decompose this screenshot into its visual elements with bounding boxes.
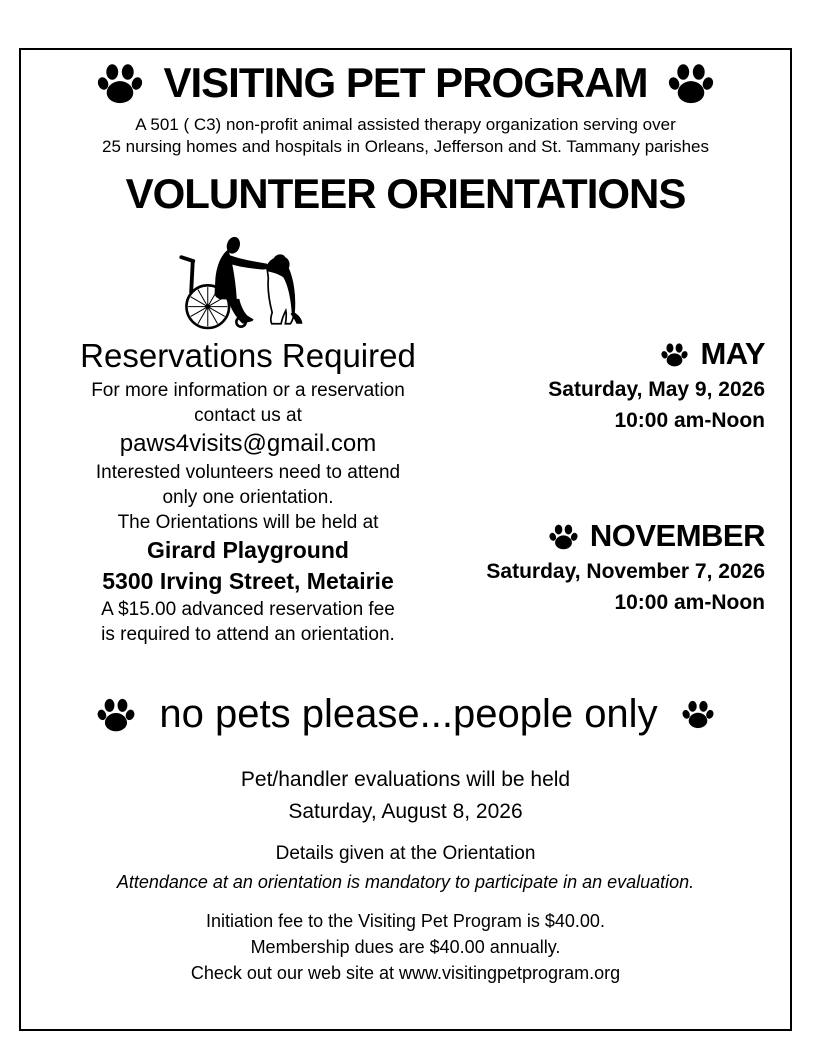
initiation-fee-line: Initiation fee to the Visiting Pet Program is $40.00. <box>206 911 605 931</box>
session-time: 10:00 am-Noon <box>614 409 765 432</box>
reservations-heading: Reservations Required <box>80 337 416 374</box>
reservation-fee-line2: is required to attend an orientation. <box>101 624 395 645</box>
org-description-line2: 25 nursing homes and hospitals in Orleans, Jefferson and St. Tammany parishes <box>102 137 709 156</box>
paw-icon <box>549 523 578 550</box>
attend-line1: Interested volunteers need to attend <box>95 462 401 483</box>
page-title: VISITING PET PROGRAM <box>163 59 648 106</box>
session-may-header <box>441 334 765 374</box>
paw-icon <box>661 342 688 367</box>
website-line: Check out our web site at www.visitingpetprogram.org <box>190 963 621 983</box>
paw-icon <box>682 699 714 729</box>
evaluations-date: Saturday, August 8, 2026 <box>288 800 523 823</box>
session-date: Saturday, May 9, 2026 <box>548 378 765 401</box>
mandatory-note: Attendance at an orientation is mandatory to participate in an evaluation. <box>116 872 695 892</box>
details-section <box>21 840 790 896</box>
session-november-header <box>441 516 765 556</box>
no-pets-banner <box>21 690 790 738</box>
venue-name: Girard Playground <box>147 537 349 563</box>
contact-email: paws4visits@gmail.com <box>119 430 377 457</box>
session-month-label: NOVEMBER <box>589 518 765 553</box>
paw-icon <box>97 697 135 732</box>
reservations-info-line1: For more information or a reservation <box>91 380 405 401</box>
wheelchair-dog-clipart-icon <box>160 226 305 334</box>
session-date: Saturday, November 7, 2026 <box>486 560 765 583</box>
flyer-header <box>21 60 790 106</box>
location-intro: The Orientations will be held at <box>117 512 379 533</box>
membership-dues-line: Membership dues are $40.00 annually. <box>250 937 561 957</box>
reservations-info-line2: contact us at <box>194 405 302 426</box>
reservations-section <box>49 334 447 647</box>
membership-section <box>21 908 790 986</box>
org-description-line1: A 501 ( C3) non-profit animal assisted therapy organization serving over <box>135 115 676 134</box>
orientations-heading: VOLUNTEER ORIENTATIONS <box>125 170 686 217</box>
session-month-label: MAY <box>700 336 765 371</box>
org-description <box>21 114 790 158</box>
paw-icon <box>668 62 714 104</box>
session-may <box>441 334 765 436</box>
venue-address: 5300 Irving Street, Metairie <box>102 568 394 594</box>
reservation-fee-line1: A $15.00 advanced reservation fee <box>101 599 395 620</box>
no-pets-text: no pets please...people only <box>159 692 658 736</box>
attend-line2: only one orientation. <box>162 487 334 508</box>
details-line: Details given at the Orientation <box>275 843 536 864</box>
evaluations-section <box>21 764 790 828</box>
session-november <box>441 516 765 618</box>
evaluations-line1: Pet/handler evaluations will be held <box>240 768 571 791</box>
paw-icon <box>97 62 143 104</box>
session-time: 10:00 am-Noon <box>614 591 765 614</box>
flyer-border <box>19 48 792 1031</box>
